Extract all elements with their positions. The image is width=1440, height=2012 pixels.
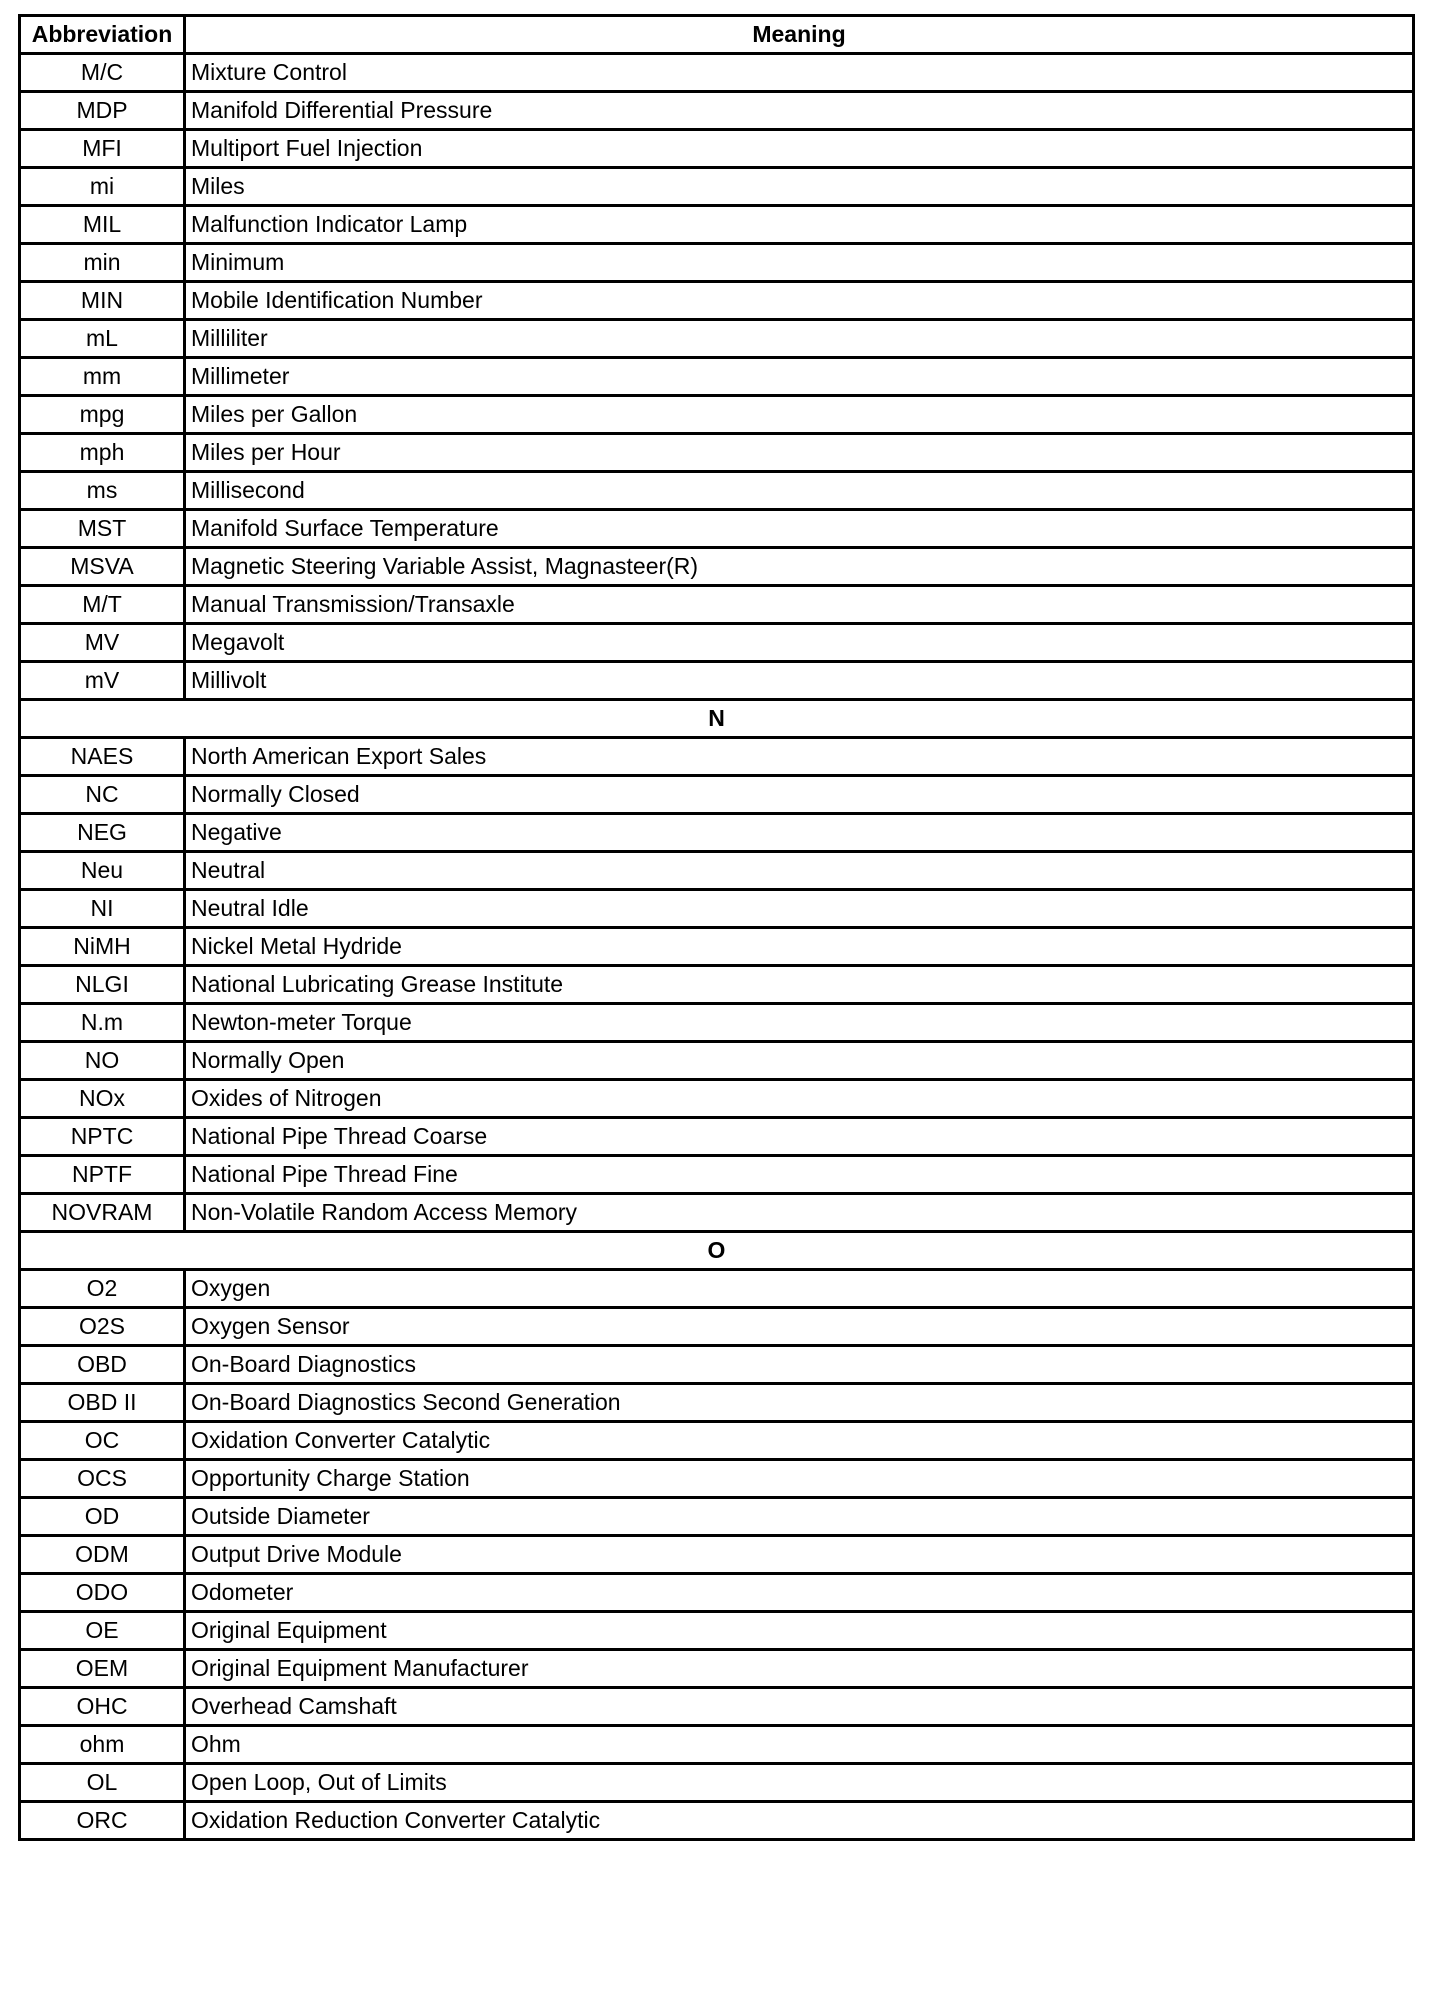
abbreviation-cell: mi xyxy=(20,168,185,206)
abbreviation-column-header: Abbreviation xyxy=(20,16,185,54)
abbreviation-cell: NOVRAM xyxy=(20,1194,185,1232)
abbreviation-cell: mL xyxy=(20,320,185,358)
abbreviation-cell: min xyxy=(20,244,185,282)
meaning-cell: Non-Volatile Random Access Memory xyxy=(185,1194,1414,1232)
meaning-cell: Milliliter xyxy=(185,320,1414,358)
table-body xyxy=(20,54,1414,1840)
abbreviation-cell: OCS xyxy=(20,1460,185,1498)
meaning-cell: Multiport Fuel Injection xyxy=(185,130,1414,168)
abbreviation-cell: MV xyxy=(20,624,185,662)
meaning-cell: Millimeter xyxy=(185,358,1414,396)
meaning-cell: Oxides of Nitrogen xyxy=(185,1080,1414,1118)
abbreviation-cell: MFI xyxy=(20,130,185,168)
table-row xyxy=(20,168,1414,206)
table-row xyxy=(20,1536,1414,1574)
table-row xyxy=(20,358,1414,396)
table-row xyxy=(20,92,1414,130)
abbreviation-cell: O2S xyxy=(20,1308,185,1346)
meaning-cell: National Pipe Thread Coarse xyxy=(185,1118,1414,1156)
meaning-cell: Odometer xyxy=(185,1574,1414,1612)
abbreviation-cell: NiMH xyxy=(20,928,185,966)
meaning-cell: Outside Diameter xyxy=(185,1498,1414,1536)
abbreviation-cell: NC xyxy=(20,776,185,814)
meaning-cell: Manual Transmission/Transaxle xyxy=(185,586,1414,624)
abbreviation-cell: NPTF xyxy=(20,1156,185,1194)
table-row xyxy=(20,1194,1414,1232)
table-row xyxy=(20,54,1414,92)
meaning-cell: Ohm xyxy=(185,1726,1414,1764)
abbreviation-cell: O2 xyxy=(20,1270,185,1308)
meaning-cell: Malfunction Indicator Lamp xyxy=(185,206,1414,244)
table-row xyxy=(20,586,1414,624)
abbreviation-cell: MIL xyxy=(20,206,185,244)
abbreviation-cell: ODM xyxy=(20,1536,185,1574)
table-row xyxy=(20,1650,1414,1688)
table-row xyxy=(20,1460,1414,1498)
abbreviation-cell: OD xyxy=(20,1498,185,1536)
meaning-cell: Oxygen Sensor xyxy=(185,1308,1414,1346)
meaning-cell: Mobile Identification Number xyxy=(185,282,1414,320)
table-row xyxy=(20,1688,1414,1726)
meaning-cell: On-Board Diagnostics xyxy=(185,1346,1414,1384)
abbreviation-cell: N.m xyxy=(20,1004,185,1042)
abbreviation-cell: MIN xyxy=(20,282,185,320)
meaning-cell: Overhead Camshaft xyxy=(185,1688,1414,1726)
abbreviation-cell: OL xyxy=(20,1764,185,1802)
abbreviation-cell: ms xyxy=(20,472,185,510)
abbreviation-cell: ODO xyxy=(20,1574,185,1612)
meaning-cell: Opportunity Charge Station xyxy=(185,1460,1414,1498)
meaning-cell: Nickel Metal Hydride xyxy=(185,928,1414,966)
abbreviation-cell: NLGI xyxy=(20,966,185,1004)
abbreviation-cell: OBD II xyxy=(20,1384,185,1422)
meaning-cell: Newton-meter Torque xyxy=(185,1004,1414,1042)
table-row xyxy=(20,434,1414,472)
meaning-cell: Oxidation Converter Catalytic xyxy=(185,1422,1414,1460)
abbreviation-cell: OEM xyxy=(20,1650,185,1688)
table-row xyxy=(20,1612,1414,1650)
table-row xyxy=(20,206,1414,244)
meaning-cell: Manifold Surface Temperature xyxy=(185,510,1414,548)
table-row xyxy=(20,472,1414,510)
abbreviation-cell: ORC xyxy=(20,1802,185,1840)
table-row xyxy=(20,1764,1414,1802)
meaning-cell: Output Drive Module xyxy=(185,1536,1414,1574)
table-row xyxy=(20,966,1414,1004)
meaning-cell: North American Export Sales xyxy=(185,738,1414,776)
meaning-cell: Magnetic Steering Variable Assist, Magnasteer(R) xyxy=(185,548,1414,586)
meaning-cell: Normally Open xyxy=(185,1042,1414,1080)
table-row xyxy=(20,1156,1414,1194)
meaning-cell: Oxidation Reduction Converter Catalytic xyxy=(185,1802,1414,1840)
section-header-row xyxy=(20,1232,1414,1270)
abbreviation-cell: NEG xyxy=(20,814,185,852)
table-row xyxy=(20,890,1414,928)
table-row xyxy=(20,1346,1414,1384)
table-row xyxy=(20,1042,1414,1080)
section-header-row xyxy=(20,700,1414,738)
table-row xyxy=(20,244,1414,282)
abbreviation-table xyxy=(18,14,1415,1841)
table-row xyxy=(20,320,1414,358)
abbreviation-cell: Neu xyxy=(20,852,185,890)
abbreviation-cell: OC xyxy=(20,1422,185,1460)
abbreviation-cell: MDP xyxy=(20,92,185,130)
table-row xyxy=(20,130,1414,168)
meaning-cell: Neutral xyxy=(185,852,1414,890)
meaning-cell: Open Loop, Out of Limits xyxy=(185,1764,1414,1802)
abbreviation-cell: NOx xyxy=(20,1080,185,1118)
abbreviation-cell: NAES xyxy=(20,738,185,776)
meaning-cell: Megavolt xyxy=(185,624,1414,662)
meaning-cell: Original Equipment xyxy=(185,1612,1414,1650)
table-row xyxy=(20,928,1414,966)
meaning-cell: On-Board Diagnostics Second Generation xyxy=(185,1384,1414,1422)
table-row xyxy=(20,814,1414,852)
abbreviation-cell: mph xyxy=(20,434,185,472)
table-row xyxy=(20,1308,1414,1346)
table-row xyxy=(20,1004,1414,1042)
abbreviation-cell: MSVA xyxy=(20,548,185,586)
abbreviation-cell: mV xyxy=(20,662,185,700)
meaning-cell: Manifold Differential Pressure xyxy=(185,92,1414,130)
meaning-cell: Neutral Idle xyxy=(185,890,1414,928)
table-row xyxy=(20,510,1414,548)
meaning-cell: Millivolt xyxy=(185,662,1414,700)
section-letter: O xyxy=(20,1232,1414,1270)
meaning-column-header: Meaning xyxy=(185,16,1414,54)
table-row xyxy=(20,282,1414,320)
abbreviation-cell: OHC xyxy=(20,1688,185,1726)
meaning-cell: Normally Closed xyxy=(185,776,1414,814)
table-row xyxy=(20,738,1414,776)
meaning-cell: Original Equipment Manufacturer xyxy=(185,1650,1414,1688)
table-row xyxy=(20,1802,1414,1840)
table-row xyxy=(20,548,1414,586)
meaning-cell: Miles per Gallon xyxy=(185,396,1414,434)
abbreviation-cell: NO xyxy=(20,1042,185,1080)
table-row xyxy=(20,624,1414,662)
table-row xyxy=(20,662,1414,700)
meaning-cell: Negative xyxy=(185,814,1414,852)
meaning-cell: Oxygen xyxy=(185,1270,1414,1308)
table-row xyxy=(20,776,1414,814)
table-row xyxy=(20,1422,1414,1460)
table-row xyxy=(20,1498,1414,1536)
abbreviation-cell: mm xyxy=(20,358,185,396)
abbreviation-cell: NPTC xyxy=(20,1118,185,1156)
table-row xyxy=(20,1080,1414,1118)
table-row xyxy=(20,1270,1414,1308)
table-row xyxy=(20,1574,1414,1612)
table-row xyxy=(20,1384,1414,1422)
table-row xyxy=(20,1726,1414,1764)
abbreviation-cell: M/T xyxy=(20,586,185,624)
table-row xyxy=(20,852,1414,890)
meaning-cell: Minimum xyxy=(185,244,1414,282)
section-letter: N xyxy=(20,700,1414,738)
abbreviation-cell: MST xyxy=(20,510,185,548)
abbreviation-cell: OBD xyxy=(20,1346,185,1384)
meaning-cell: National Lubricating Grease Institute xyxy=(185,966,1414,1004)
abbreviation-cell: OE xyxy=(20,1612,185,1650)
meaning-cell: Mixture Control xyxy=(185,54,1414,92)
abbreviation-cell: NI xyxy=(20,890,185,928)
meaning-cell: Millisecond xyxy=(185,472,1414,510)
table-row xyxy=(20,396,1414,434)
meaning-cell: National Pipe Thread Fine xyxy=(185,1156,1414,1194)
abbreviation-cell: mpg xyxy=(20,396,185,434)
table-row xyxy=(20,1118,1414,1156)
meaning-cell: Miles per Hour xyxy=(185,434,1414,472)
meaning-cell: Miles xyxy=(185,168,1414,206)
abbreviation-cell: ohm xyxy=(20,1726,185,1764)
table-header-row xyxy=(20,16,1414,54)
abbreviation-cell: M/C xyxy=(20,54,185,92)
